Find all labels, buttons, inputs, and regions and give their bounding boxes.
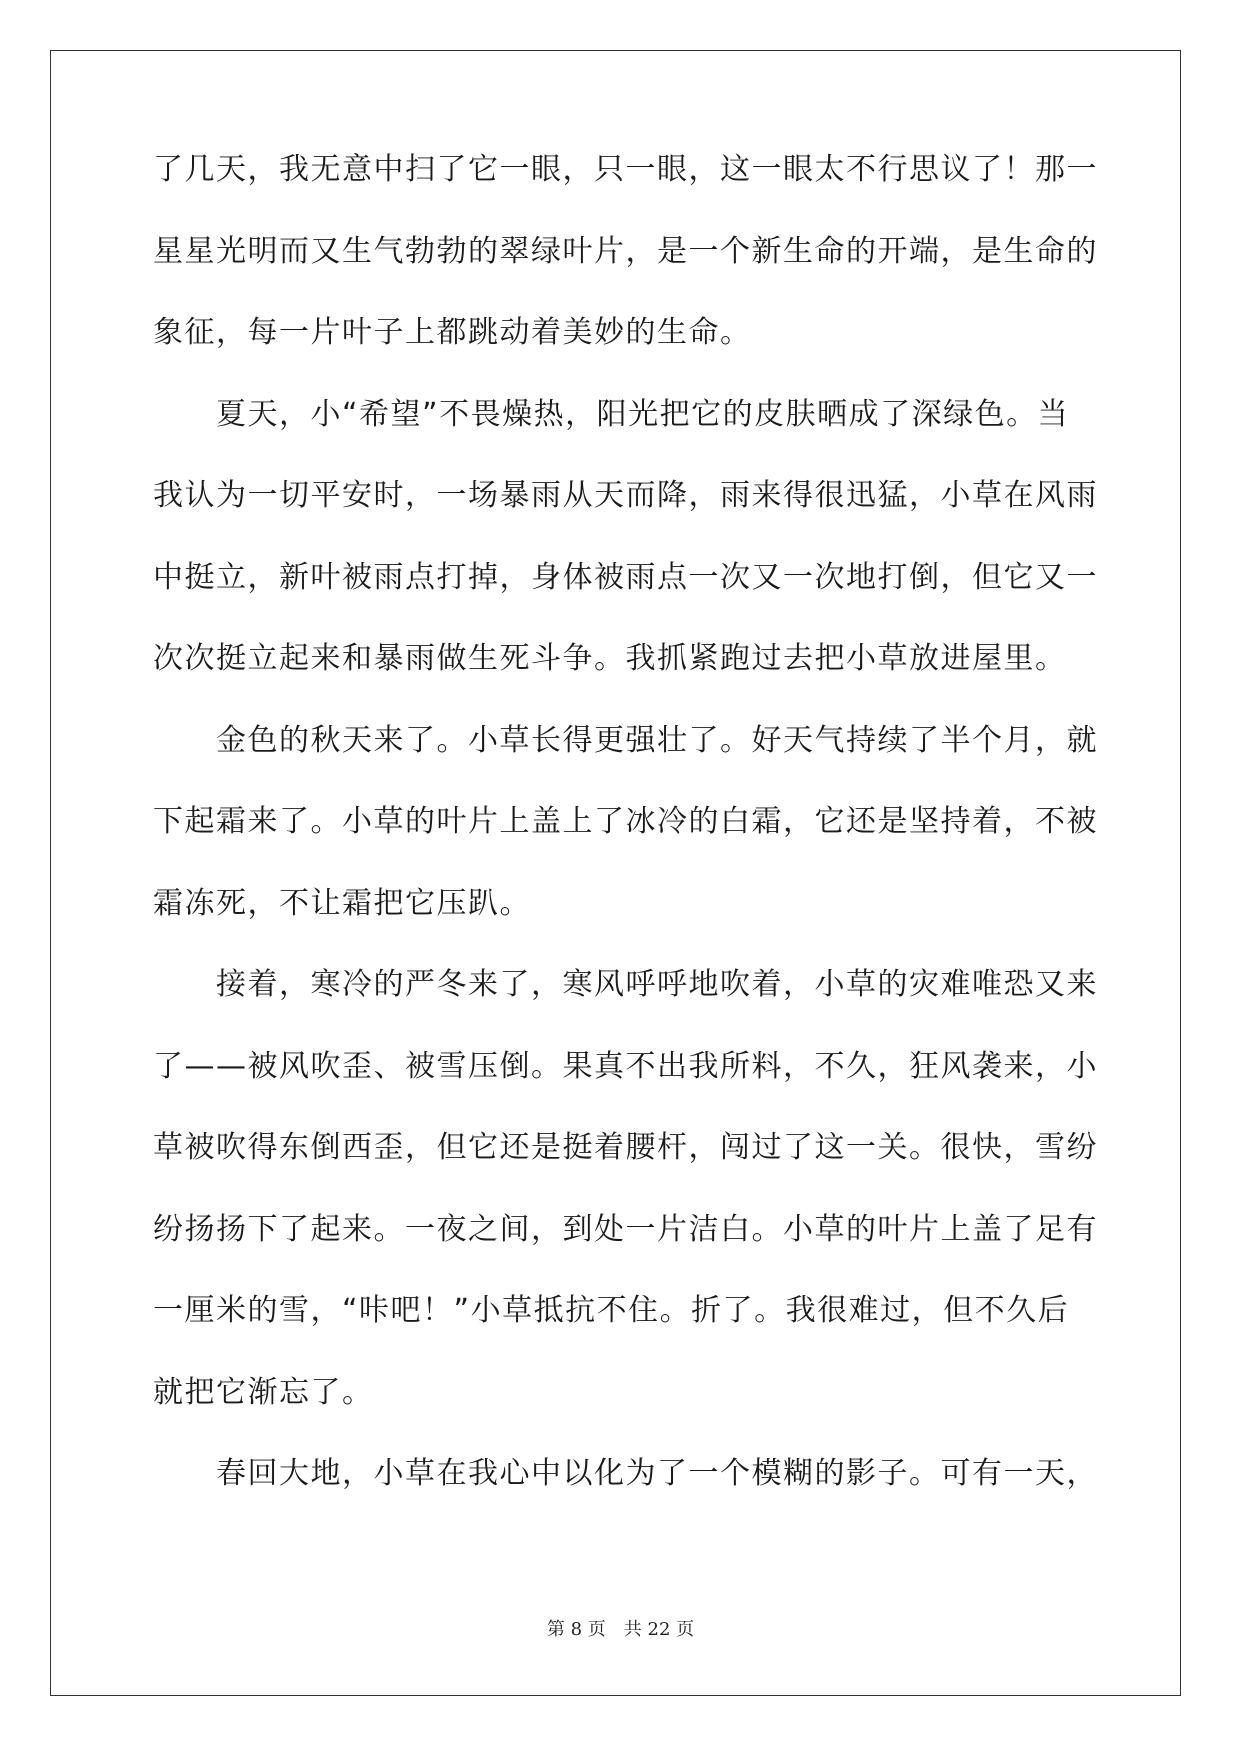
- text-line: 了几天，我无意中扫了它一眼，只一眼，这一眼太不行思议了！那一: [153, 152, 1098, 187]
- text-line: 春回大地，小草在我心中以化为了一个模糊的影子。可有一天，: [153, 1456, 1098, 1491]
- text-line: 星星光明而又生气勃勃的翠绿叶片，是一个新生命的开端，是生命的: [153, 233, 1098, 269]
- text-line: 草被吹得东倒西歪，但它还是挺着腰杆，闯过了这一关。很快，雪纷: [153, 1130, 1098, 1165]
- text-line: 金色的秋天来了。小草长得更强壮了。好天气持续了半个月，就: [153, 722, 1098, 758]
- page-number: 第 8 页: [546, 1619, 606, 1640]
- text-line: 接着，寒冷的严冬来了，寒风呼呼地吹着，小草的灾难唯恐又来: [153, 967, 1098, 1002]
- text-line: 了——被风吹歪、被雪压倒。果真不出我所料，不久，狂风袭来，小: [153, 1048, 1098, 1084]
- document-body: [153, 150, 1098, 1536]
- text-line: 夏天，小“希望”不畏燥热，阳光把它的皮肤晒成了深绿色。当: [153, 396, 1070, 432]
- text-line: 一厘米的雪，“咔吧！”小草抵抗不住。折了。我很难过，但不久后: [153, 1293, 1070, 1328]
- text-line: 次次挺立起来和暴雨做生死斗争。我抓紧跑过去把小草放进屋里。: [153, 641, 1067, 676]
- text-line: 就把它渐忘了。: [153, 1374, 374, 1410]
- text-line: 纷扬扬下了起来。一夜之间，到处一片洁白。小草的叶片上盖了足有: [153, 1211, 1098, 1247]
- text-line: 中挺立，新叶被雨点打掉，身体被雨点一次又一次地打倒，但它又一: [153, 559, 1098, 595]
- page-total: 共 22 页: [623, 1619, 695, 1640]
- text-line: 霜冻死，不让霜把它压趴。: [153, 885, 531, 921]
- page-footer: [0, 1615, 1241, 1641]
- text-line: 象征，每一片叶子上都跳动着美妙的生命。: [153, 315, 752, 350]
- text-line: 我认为一切平安时，一场暴雨从天而降，雨来得很迅猛，小草在风雨: [153, 478, 1098, 513]
- text-line: 下起霜来了。小草的叶片上盖上了冰冷的白霜，它还是坚持着，不被: [153, 804, 1098, 839]
